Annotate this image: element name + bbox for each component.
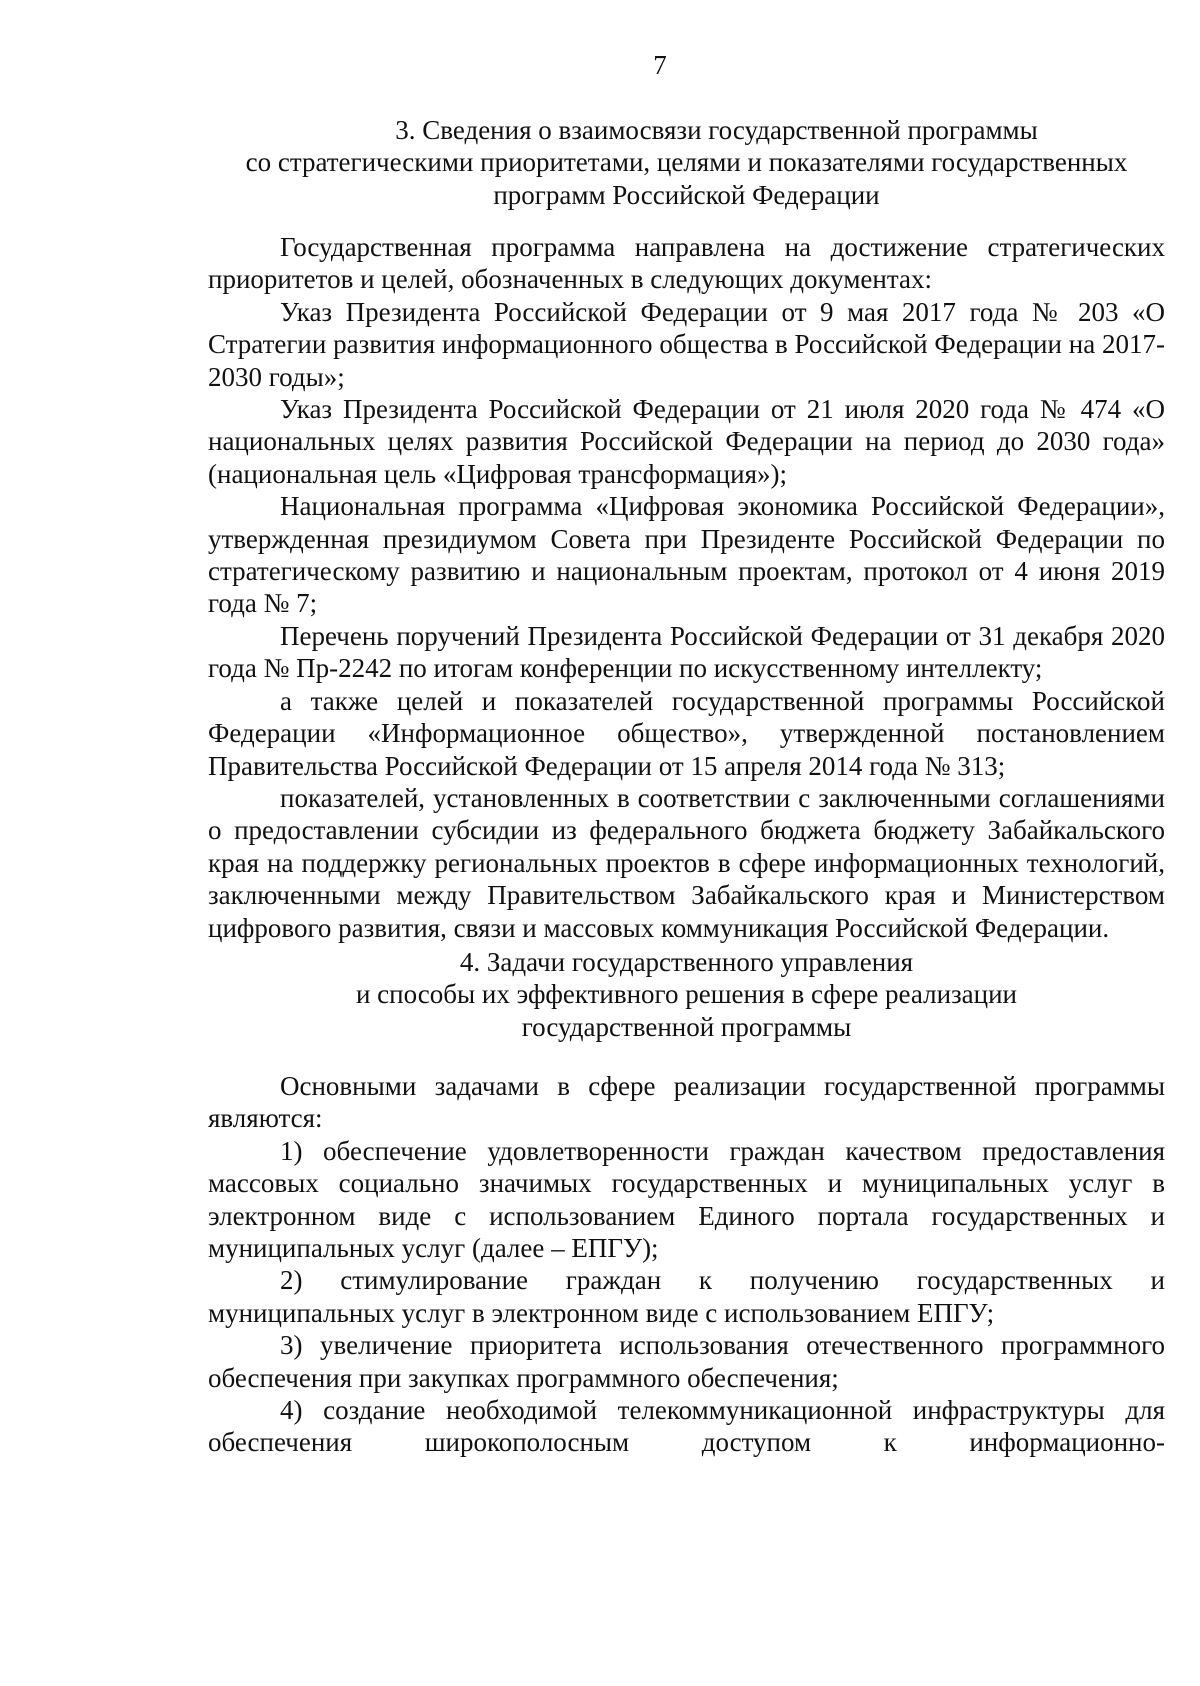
- page-number: 7: [653, 50, 667, 80]
- paragraph: Указ Президента Российской Федерации от 21 июля 2020 года № 474 «О национальных целях развития Российской Федерации на период до 2030 года» (национальная цель «Цифровая трансформация»);: [208, 394, 1165, 489]
- section-3-heading: [208, 114, 1165, 211]
- paragraph: Национальная программа «Цифровая экономика Российской Федерации», утвержденная президиумом Совета при Президенте Российской Федерации по стратегическому развитию и национальным проектам, протокол от 4 июня 2019 года № 7;: [208, 491, 1165, 619]
- section-4-heading-line: и способы их эффективного решения в сфере реализации: [355, 979, 1018, 1010]
- paragraph: Указ Президента Российской Федерации от 9 мая 2017 года № 203 «О Стратегии развития информационного общества в Российской Федерации на 2017-2030 годы»;: [208, 296, 1165, 392]
- paragraph: показателей, установленных в соответствии с заключенными соглашениями о предоставлении субсидии из федерального бюджета бюджету Забайкальского края на поддержку региональных проектов в сфере информационных технологий, заключенными между Правительством Забайкальского края и Министерством цифрового развития, связи и массовых коммуникация Российской Федерации.: [208, 782, 1165, 943]
- section-4-heading: [208, 946, 1165, 1043]
- paragraph: 1) обеспечение удовлетворенности граждан качеством предоставления массовых социально значимых государственных и муниципальных услуг в электронном виде с использованием Единого портала государственных и муниципальных услуг (далее – ЕПГУ);: [208, 1135, 1165, 1264]
- section-3-body: [208, 231, 1165, 944]
- paragraph: Перечень поручений Президента Российской Федерации от 31 декабря 2020 года № Пр-2242 по итогам конференции по искусственному интеллекту;: [208, 620, 1165, 684]
- section-3-heading-line: 3. Сведения о взаимосвязи государственной программы: [395, 115, 1038, 145]
- paragraph: 3) увеличение приоритета использования отечественного программного обеспечения при закупках программного обеспечения;: [208, 1330, 1165, 1393]
- paragraph: Основными задачами в сфере реализации государственной программы являются:: [208, 1071, 1165, 1134]
- paragraph: а также целей и показателей государственной программы Российской Федерации «Информационное общество», утвержденной постановлением Правительства Российской Федерации от 15 апреля 2014 года № 313;: [208, 685, 1165, 781]
- paragraph: 4) создание необходимой телекоммуникационной инфраструктуры для обеспечения широкополосным доступом к информационно-: [208, 1395, 1165, 1458]
- section-3-heading-line: программ Российской Федерации: [493, 179, 880, 210]
- paragraph: Государственная программа направлена на достижение стратегических приоритетов и целей, обозначенных в следующих документах:: [208, 232, 1165, 295]
- section-3-heading-line: со стратегическими приоритетами, целями и показателями государственных: [245, 147, 1128, 178]
- section-4-heading-line: государственной программы: [521, 1011, 852, 1042]
- section-4-body: [208, 1070, 1165, 1459]
- section-4-heading-line: 4. Задачи государственного управления: [459, 947, 914, 977]
- paragraph: 2) стимулирование граждан к получению государственных и муниципальных услуг в электронном виде с использованием ЕПГУ;: [208, 1265, 1165, 1328]
